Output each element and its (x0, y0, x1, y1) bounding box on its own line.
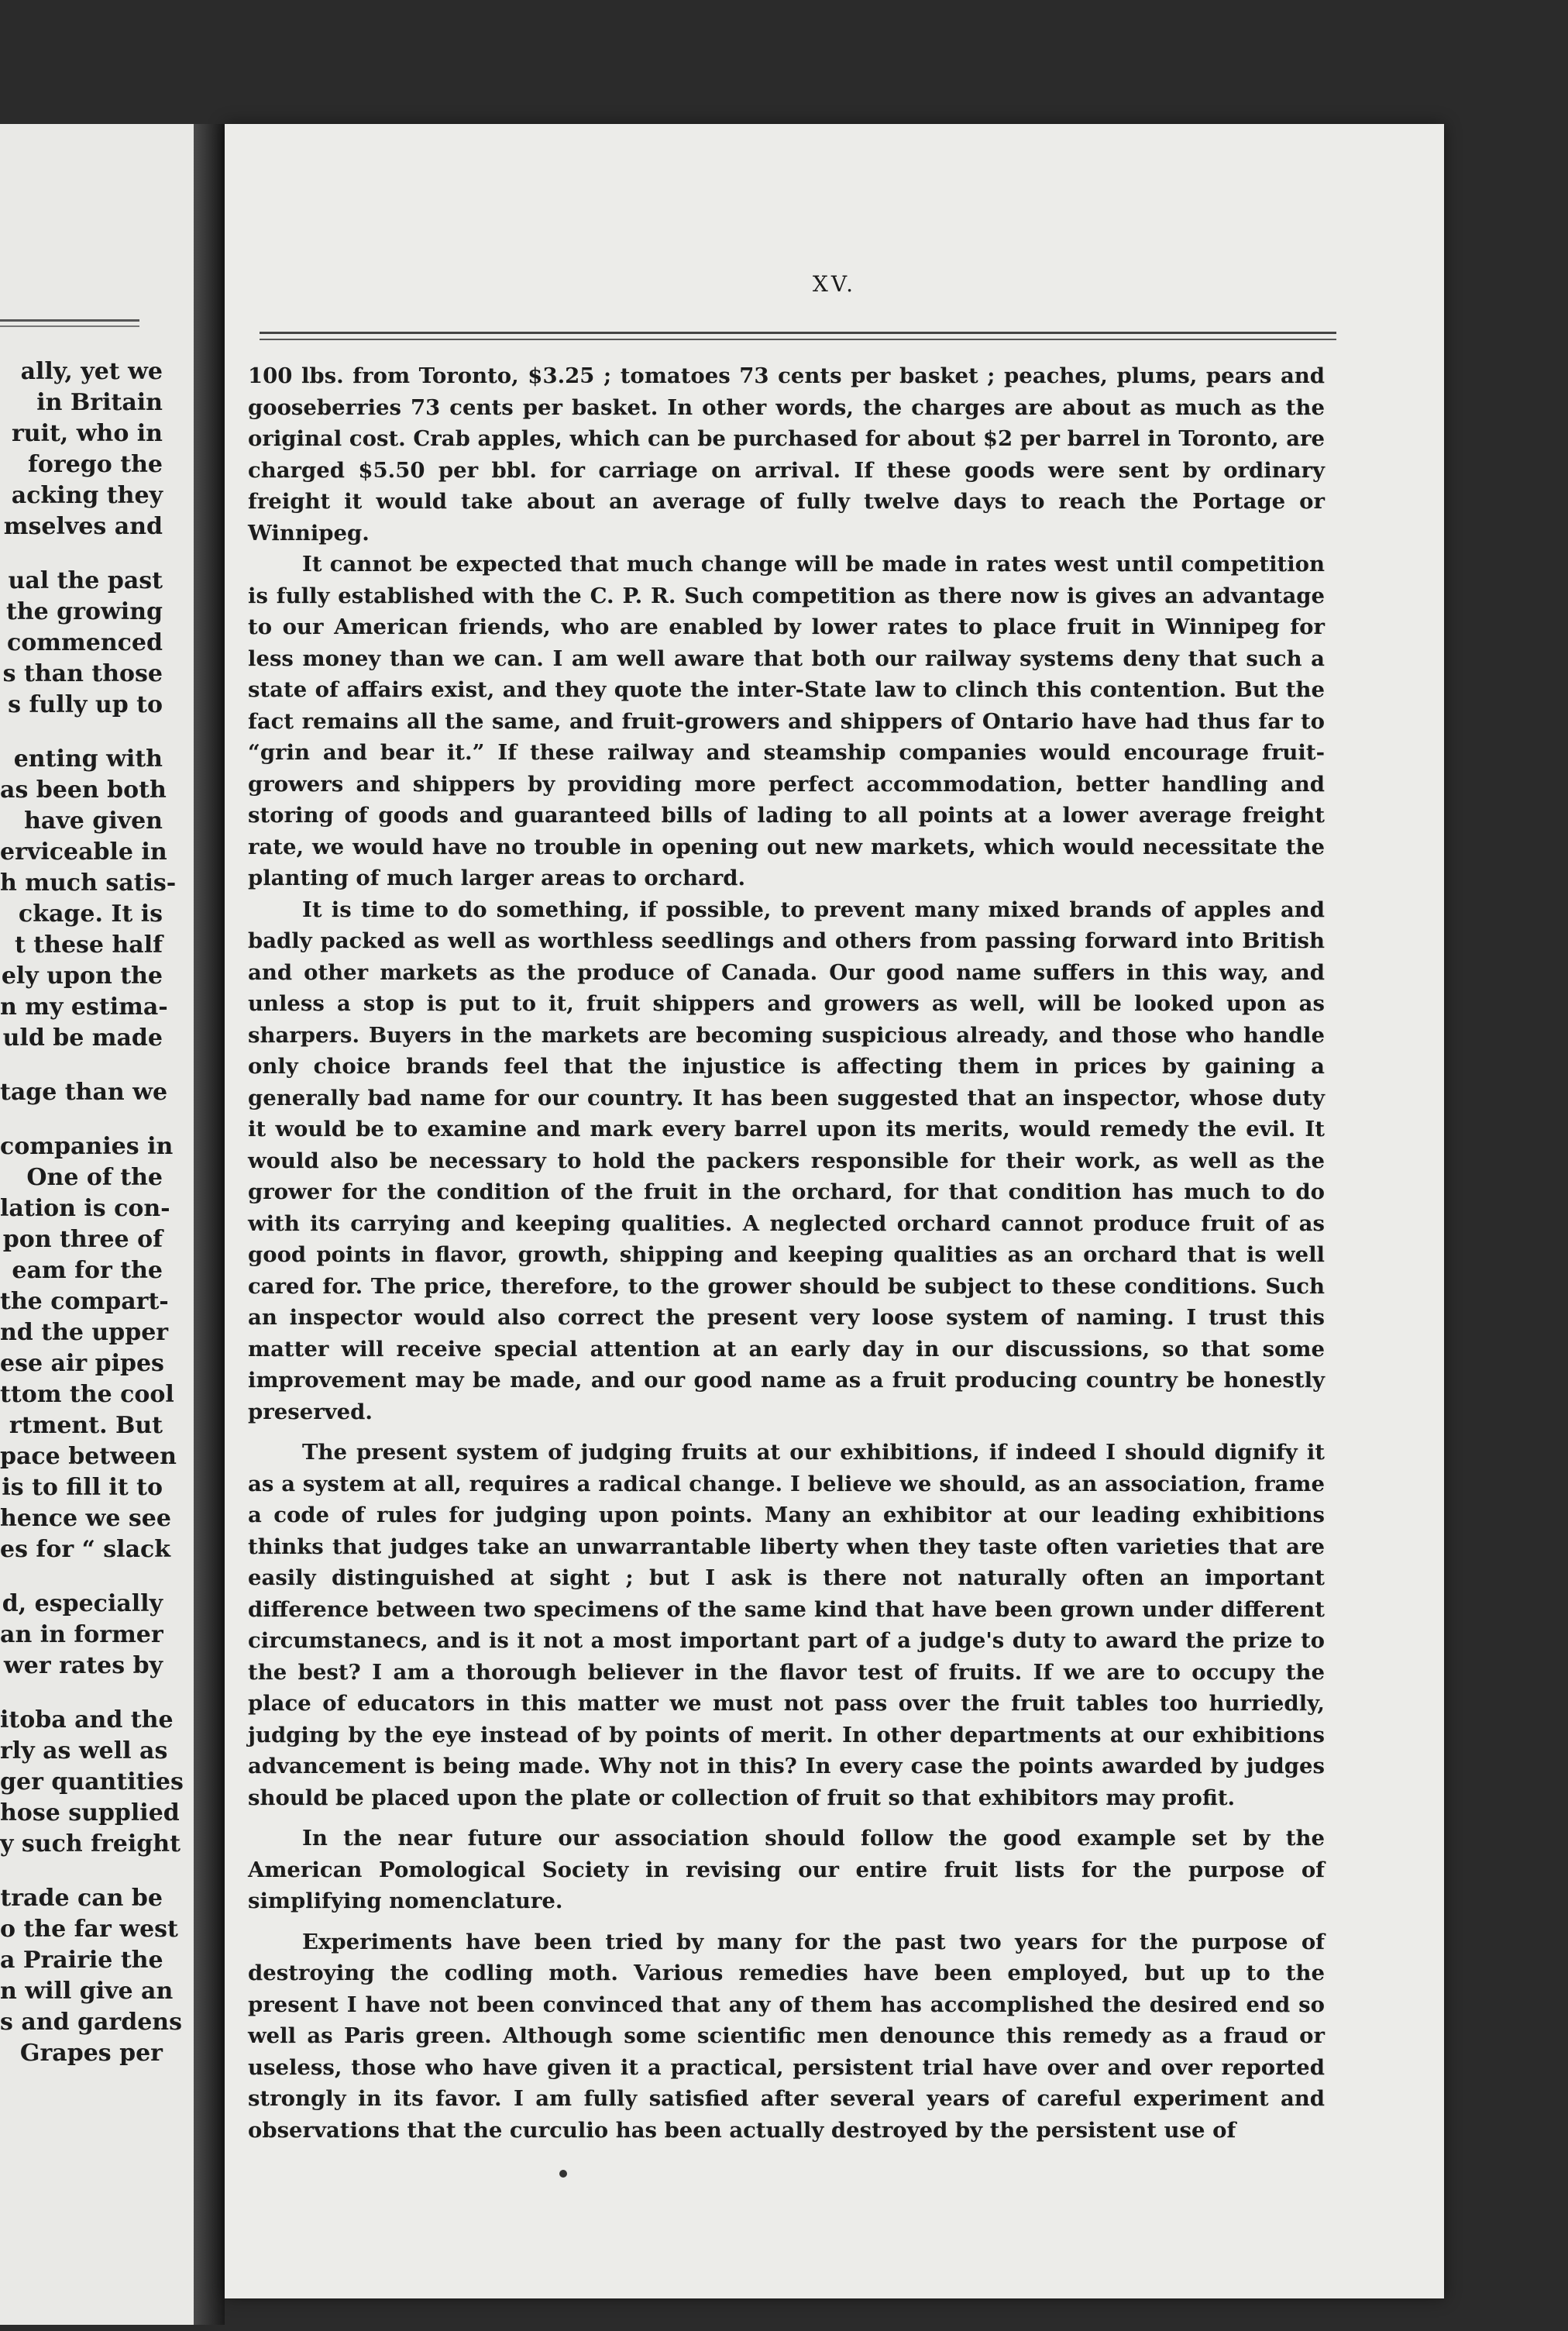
left-page-line (0, 721, 163, 744)
left-page-line: nd the upper (0, 1319, 169, 1346)
left-page-line: commenced (7, 629, 163, 656)
left-page-line: acking they (11, 482, 163, 509)
ink-dot (559, 2170, 567, 2178)
left-page-line: s fully up to (8, 691, 163, 718)
left-page-line: ttom the cool (0, 1381, 174, 1408)
left-page-line: ese air pipes (0, 1350, 164, 1377)
left-page-line: Grapes per (19, 2040, 163, 2067)
left-page-line: y such freight (0, 1830, 181, 1858)
left-page-line: wer rates by (3, 1652, 163, 1679)
left-page-text (0, 356, 184, 2069)
page-number: XV. (812, 271, 857, 297)
left-page-line (0, 1108, 163, 1131)
page-gutter-shadow (194, 124, 225, 2325)
paragraph: It cannot be expected that much change will be made in rates west until competition is fully established with the C. P. R. Such competition as there now is gives an advantage to our American friends, who are enabled by lower rates to place fruit in Winnipeg for less money than we can. I am well aware that both our railway systems deny that such a state of affairs exist, and they quote the inter-State law to clinch this contention. But the fact remains all the same, and fruit-growers and shippers of Ontario have had thus far to “grin and bear it.” If these railway and steamship companies would encourage fruit-growers and shippers by providing more perfect accommodation, better handling and storing of goods and guaranteed bills of lading to all points at a lower average freight rate, we would have no trouble in opening out new markets, which would necessitate the planting of much larger areas to orchard. (248, 552, 1325, 890)
paragraph: In the near future our association should follow the good example set by the American Pomological Society in revising our entire fruit lists for the purpose of simplifying nomenclature. (248, 1826, 1325, 1913)
left-page-line: hose supplied (0, 1799, 180, 1827)
left-page-line: is to fill it to (2, 1474, 163, 1501)
paragraph: 100 lbs. from Toronto, $3.25 ; tomatoes 73 cents per basket ; peaches, plums, pears and gooseberries 73 cents per basket. In other words, the charges are about as much as the original cost. Crab apples, which can be purchased for about $2 per barrel in Toronto, are charged $5.50 per bbl. for carriage on arrival. If these goods were sent by ordinary freight it would take about an average of fully twelve days to reach the Portage or Winnipeg. (248, 363, 1325, 546)
paragraph: The present system of judging fruits at our exhibitions, if indeed I should dignify it as a system at all, requires a radical change. I believe we should, as an association, frame a code of rules for judging upon points. Many an exhibitor at our leading exhibitions thinks that judges take an unwarrantable liberty when they taste often varieties that are easily distinguished at sight ; but I ask is there not naturally often an important difference between two specimens of the same kind that have been grown under different circumstanecs, and is it not a most important part of a judge's duty to award the prize to the best? I am a thorough believer in the flavor test of fruits. If we are to occupy the place of educators in this matter we must not pass over the fruit tables too hurriedly, judging by the eye instead of by points of merit. In other departments at our exhibitions advancement is being made. Why not in this? In every case the points awarded by judges should be placed upon the plate or collection of fruit so that exhibitors may profit. (248, 1440, 1325, 1810)
header-rule (260, 339, 1336, 340)
left-page-line: trade can be (0, 1885, 163, 1912)
left-page-line (0, 542, 163, 566)
left-page-line (0, 1682, 163, 1705)
left-page-line: an in former (0, 1621, 163, 1648)
left-page-line: t these half (14, 931, 163, 959)
left-page-line: ger quantities (0, 1768, 184, 1796)
left-page-line: mselves and (3, 513, 163, 540)
left-page-line: d, especially (2, 1590, 163, 1617)
left-page-line: hence we see (0, 1505, 171, 1532)
header-rule (260, 332, 1336, 334)
left-page-line: n my estima- (0, 993, 168, 1021)
body-text (248, 360, 1325, 2146)
left-page-fragment (0, 124, 194, 2325)
left-page-line: in Britain (36, 389, 163, 416)
left-page-line: rly as well as (0, 1737, 168, 1765)
left-page-line: h much satis- (0, 869, 177, 897)
left-page-line: ely upon the (1, 962, 163, 990)
left-page-line: companies in (0, 1133, 174, 1160)
left-page-line: the growing (5, 598, 163, 625)
left-page-line (0, 1565, 163, 1589)
left-page-line: s than those (2, 660, 163, 687)
left-page-line: es for “ slack (0, 1536, 171, 1563)
left-page-line: pon three of (2, 1226, 163, 1253)
left-page-line: n will give an (0, 1978, 174, 2005)
left-page-line: eam for the (12, 1257, 163, 1284)
left-page-line: as been both (0, 776, 167, 804)
left-page-line: One of the (26, 1164, 163, 1191)
left-page-line: pace between (0, 1443, 177, 1470)
left-page-line: have given (24, 807, 163, 835)
left-page-line: the compart- (0, 1288, 169, 1315)
left-page-line (0, 1054, 163, 1077)
left-page-line: forego the (28, 451, 163, 478)
left-page-line: ckage. It is (18, 900, 163, 928)
left-page-line: o the far west (0, 1916, 178, 1943)
left-page-line: ruit, who in (11, 420, 163, 447)
paragraph: Experiments have been tried by many for the past two years for the purpose of destroying the codling moth. Various remedies have been employed, but up to the present I have not been convinced that any of them has accomplished the desired end so well as Paris green. Although some scientific men denounce this remedy as a fraud or useless, those who have given it a practical, persistent trial have over and over reported strongly in its favor. I am fully satisfied after several years of careful experiment and observations that the curculio has been actually destroyed by the persistent use of (248, 1929, 1325, 2143)
left-page-line: tage than we (0, 1079, 168, 1106)
left-page-line: rtment. But (9, 1412, 163, 1439)
left-page-line (0, 1860, 163, 1883)
left-page-line: enting with (13, 745, 163, 773)
left-page-rule (0, 325, 139, 327)
left-page-line: s and gardens (0, 2009, 182, 2036)
left-page-line: lation is con- (0, 1195, 170, 1222)
left-page-line: itoba and the (0, 1706, 174, 1734)
left-page-line: uld be made (2, 1024, 163, 1052)
left-page-line: ally, yet we (20, 358, 163, 385)
main-page (225, 124, 1444, 2298)
paragraph: It is time to do something, if possible, to prevent many mixed brands of apples and badly packed as well as worthless seedlings and others from passing forward into British and other markets as the produce of Canada. Our good name suffers in this way, and unless a stop is put to it, fruit shippers and growers as well, will be looked upon as sharpers. Buyers in the markets are becoming suspicious already, and those who handle only choice brands feel that the injustice is affecting them in prices by gaining a generally bad name for our country. It has been suggested that an inspector, whose duty it would be to examine and mark every barrel upon its merits, would remedy the evil. It would also be necessary to hold the packers responsible for their work, as well as the grower for the condition of the fruit in the orchard, for that condition has much to do with its carrying and keeping qualities. A neglected orchard cannot produce fruit of as good points in flavor, growth, shipping and keeping qualities as an orchard that is well cared for. The price, therefore, to the grower should be subject to these conditions. Such an inspector would also correct the present very loose system of naming. I trust this matter will receive special attention at an early day in our discussions, so that some improvement may be made, and our good name as a fruit producing country be honestly preserved. (248, 897, 1325, 1424)
left-page-line: erviceable in (0, 838, 167, 866)
left-page-line: ual the past (8, 567, 163, 594)
left-page-line: a Prairie the (0, 1947, 163, 1974)
left-page-rule (0, 319, 139, 322)
